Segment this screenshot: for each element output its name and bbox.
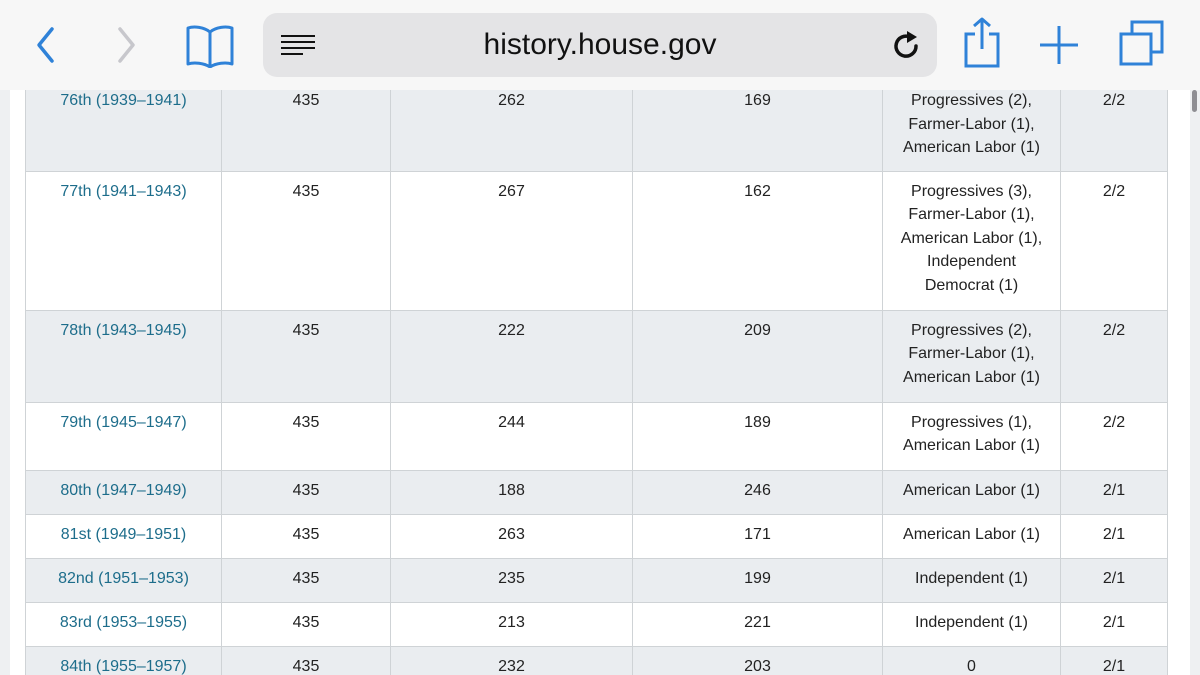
congress-link[interactable]: 82nd (1951–1953) xyxy=(58,569,189,587)
dem-value: 188 xyxy=(498,481,525,499)
dem-value: 262 xyxy=(498,92,525,109)
other-party-line: Democrat (1) xyxy=(924,276,1019,294)
tabs-icon[interactable] xyxy=(1118,20,1166,68)
table-cell-dem xyxy=(391,171,633,310)
congress-link[interactable]: 84th (1955–1957) xyxy=(60,657,187,675)
seats-value: 435 xyxy=(292,481,320,499)
table-cell-seats xyxy=(222,602,391,646)
congress-link[interactable]: 81st (1949–1951) xyxy=(60,525,187,543)
page-margin-right xyxy=(1190,90,1200,675)
rep-value: 171 xyxy=(744,525,771,543)
table-cell-congress xyxy=(26,171,222,310)
table-cell-other xyxy=(883,558,1061,602)
table-row xyxy=(26,171,1168,310)
table-cell-congress xyxy=(26,514,222,558)
table-row xyxy=(26,646,1168,675)
url-text[interactable]: history.house.gov xyxy=(483,28,717,61)
dem-value: 244 xyxy=(498,413,525,431)
seats-value: 435 xyxy=(292,92,320,109)
table-cell-seats xyxy=(222,402,391,470)
table-row xyxy=(26,602,1168,646)
table-cell-seats xyxy=(222,310,391,402)
table-cell-dem xyxy=(391,470,633,514)
table-cell-rep xyxy=(633,558,883,602)
rep-value: 162 xyxy=(744,182,771,200)
congress-link[interactable]: 78th (1943–1945) xyxy=(60,321,187,339)
reload-icon[interactable] xyxy=(890,30,922,62)
browser-toolbar xyxy=(0,0,1200,90)
other-party-line: American Labor (1) xyxy=(903,481,1040,499)
split-value: 2/1 xyxy=(1102,481,1126,499)
rep-value: 203 xyxy=(744,657,771,675)
seats-value: 435 xyxy=(292,657,320,675)
table-cell-congress xyxy=(26,402,222,470)
table-cell-split xyxy=(1061,90,1168,171)
table-cell-congress xyxy=(26,310,222,402)
table-cell-rep xyxy=(633,514,883,558)
table-cell-rep xyxy=(633,602,883,646)
table-cell-split xyxy=(1061,470,1168,514)
split-value: 2/1 xyxy=(1102,569,1126,587)
table-row xyxy=(26,90,1168,171)
rep-value: 221 xyxy=(744,613,771,631)
other-party-line: Farmer-Labor (1), xyxy=(908,115,1035,133)
seats-value: 435 xyxy=(292,182,320,200)
dem-value: 232 xyxy=(498,657,525,675)
table-cell-other xyxy=(883,646,1061,675)
table-cell-other xyxy=(883,602,1061,646)
table-cell-rep xyxy=(633,470,883,514)
table-cell-rep xyxy=(633,90,883,171)
table-cell-split xyxy=(1061,514,1168,558)
other-party-line: American Labor (1), xyxy=(900,229,1043,247)
dem-value: 213 xyxy=(498,613,525,631)
split-value: 2/2 xyxy=(1102,321,1126,339)
table-cell-rep xyxy=(633,171,883,310)
split-value: 2/2 xyxy=(1102,92,1126,109)
rep-value: 189 xyxy=(744,413,771,431)
rep-value: 199 xyxy=(744,569,771,587)
open-book-icon[interactable] xyxy=(184,24,236,68)
other-party-line: American Labor (1) xyxy=(903,139,1040,156)
party-divisions-table xyxy=(25,90,1168,675)
table-cell-other xyxy=(883,90,1061,171)
rep-value: 246 xyxy=(744,481,771,499)
table-cell-dem xyxy=(391,558,633,602)
split-value: 2/1 xyxy=(1102,613,1126,631)
address-bar[interactable] xyxy=(263,13,937,77)
congress-link[interactable]: 79th (1945–1947) xyxy=(60,413,187,431)
split-value: 2/2 xyxy=(1102,182,1126,200)
other-party-line: Progressives (1), xyxy=(911,413,1032,431)
table-cell-seats xyxy=(222,514,391,558)
table-cell-other xyxy=(883,402,1061,470)
congress-link[interactable]: 76th (1939–1941) xyxy=(60,92,187,109)
dem-value: 222 xyxy=(498,321,525,339)
seats-value: 435 xyxy=(292,525,320,543)
split-value: 2/1 xyxy=(1102,657,1126,675)
other-party-line: Farmer-Labor (1), xyxy=(908,345,1035,362)
other-party-line: Independent (1) xyxy=(915,613,1028,631)
other-party-line: American Labor (1) xyxy=(903,368,1040,386)
table-cell-dem xyxy=(391,90,633,171)
table-cell-dem xyxy=(391,402,633,470)
plus-icon[interactable] xyxy=(1038,24,1080,66)
page-margin-left xyxy=(0,90,10,675)
table-cell-congress xyxy=(26,646,222,675)
table-cell-other xyxy=(883,310,1061,402)
table-row xyxy=(26,558,1168,602)
table-row xyxy=(26,310,1168,402)
dem-value: 235 xyxy=(498,569,525,587)
table-cell-seats xyxy=(222,646,391,675)
table-cell-split xyxy=(1061,646,1168,675)
table-row xyxy=(26,514,1168,558)
congress-link[interactable]: 80th (1947–1949) xyxy=(60,481,187,499)
table-cell-split xyxy=(1061,402,1168,470)
table-cell-other xyxy=(883,514,1061,558)
table-cell-congress xyxy=(26,90,222,171)
page-content xyxy=(0,90,1200,675)
table-cell-split xyxy=(1061,602,1168,646)
seats-value: 435 xyxy=(292,413,320,431)
split-value: 2/1 xyxy=(1102,525,1126,543)
table-cell-other xyxy=(883,171,1061,310)
table-row xyxy=(26,470,1168,514)
rep-value: 209 xyxy=(744,321,771,339)
other-party-line: Progressives (2), xyxy=(911,321,1032,339)
table-cell-split xyxy=(1061,558,1168,602)
table-cell-dem xyxy=(391,646,633,675)
table-cell-dem xyxy=(391,310,633,402)
congress-link[interactable]: 83rd (1953–1955) xyxy=(59,613,188,631)
table-row xyxy=(26,402,1168,470)
seats-value: 435 xyxy=(292,613,320,631)
table-cell-seats xyxy=(222,90,391,171)
table-cell-rep xyxy=(633,310,883,402)
split-value: 2/2 xyxy=(1102,413,1126,431)
table-cell-seats xyxy=(222,171,391,310)
table-cell-other xyxy=(883,470,1061,514)
dem-value: 263 xyxy=(498,525,525,543)
other-party-line: Independent (1) xyxy=(915,569,1028,587)
table-cell-rep xyxy=(633,402,883,470)
chevron-left-icon[interactable] xyxy=(30,24,62,66)
seats-value: 435 xyxy=(292,569,320,587)
chevron-right-icon[interactable] xyxy=(110,24,142,66)
other-party-line: American Labor (1) xyxy=(903,525,1040,543)
other-party-line: Farmer-Labor (1), xyxy=(908,206,1035,223)
table-cell-congress xyxy=(26,602,222,646)
share-icon[interactable] xyxy=(963,16,1001,68)
table-cell-rep xyxy=(633,646,883,675)
table-cell-dem xyxy=(391,602,633,646)
table-cell-split xyxy=(1061,171,1168,310)
seats-value: 435 xyxy=(292,321,320,339)
table-cell-congress xyxy=(26,470,222,514)
table-cell-seats xyxy=(222,558,391,602)
congress-link[interactable]: 77th (1941–1943) xyxy=(60,182,187,200)
table-cell-congress xyxy=(26,558,222,602)
dem-value: 267 xyxy=(498,182,525,200)
other-party-line: Independent xyxy=(927,253,1016,270)
other-party-line: 0 xyxy=(967,657,976,675)
table-cell-dem xyxy=(391,514,633,558)
table-cell-seats xyxy=(222,470,391,514)
scrollbar[interactable] xyxy=(1192,90,1197,112)
table-cell-split xyxy=(1061,310,1168,402)
other-party-line: Progressives (2), xyxy=(911,92,1032,109)
rep-value: 169 xyxy=(744,92,771,109)
other-party-line: Progressives (3), xyxy=(911,182,1032,200)
other-party-line: American Labor (1) xyxy=(903,437,1040,454)
